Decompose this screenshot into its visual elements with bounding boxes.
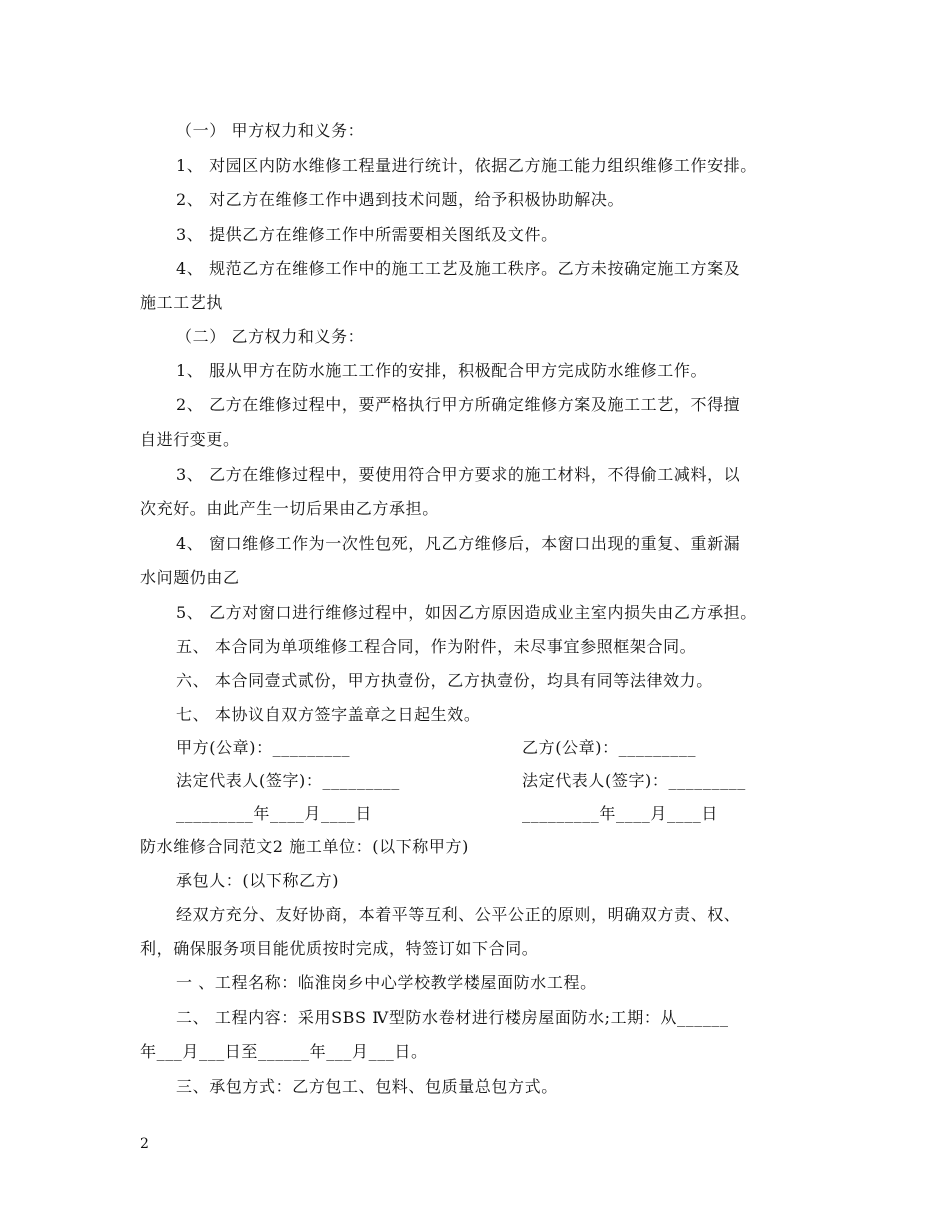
clause-line: 一 、工程名称：临淮岗乡中心学校教学楼屋面防水工程。 (176, 973, 597, 992)
clause-line-continued: 利，确保服务项目能优质按时完成，特签订如下合同。 (140, 939, 539, 958)
clause-line: 4、 窗口维修工作为一次性包死，凡乙方维修后，本窗口出现的重复、重新漏 (176, 534, 741, 553)
clause-line: 1、 对园区内防水维修工程量进行统计，依据乙方施工能力组织维修工作安排。 (176, 156, 757, 175)
signature-row (0, 797, 950, 831)
clause-line: 4、 规范乙方在维修工作中的施工工艺及施工秩序。乙方未按确定施工方案及 (176, 259, 741, 278)
clause-line: 六、 本合同壹式贰份，甲方执壹份，乙方执壹份，均具有同等法律效力。 (176, 671, 713, 690)
party-b-date: _________年____月____日 (522, 804, 718, 823)
clause-line-continued: 次充好。由此产生一切后果由乙方承担。 (140, 499, 439, 518)
clause-line: 3、 乙方在维修过程中，要使用符合甲方要求的施工材料，不得偷工减料，以 (176, 465, 741, 484)
page-number: 2 (140, 1136, 149, 1152)
section-heading: （二） 乙方权力和义务： (176, 327, 365, 346)
section-heading: （一） 甲方权力和义务： (176, 121, 365, 140)
clause-line: 承包人：(以下称乙方) (176, 871, 340, 890)
clause-line: 3、 提供乙方在维修工作中所需要相关图纸及文件。 (176, 225, 558, 244)
clause-line: 三、承包方式：乙方包工、包料、包质量总包方式。 (176, 1077, 558, 1096)
clause-line: 2、 乙方在维修过程中，要严格执行甲方所确定维修方案及施工工艺，不得擅 (176, 395, 741, 414)
party-b-representative: 法定代表人(签字)：_________ (522, 771, 746, 790)
party-a-seal: 甲方(公章)：_________ (176, 738, 351, 757)
clause-line: 5、 乙方对窗口进行维修过程中，如因乙方原因造成业主室内损失由乙方承担。 (176, 603, 757, 622)
clause-line-continued: 施工工艺执 (140, 293, 224, 312)
party-b-seal: 乙方(公章)：_________ (522, 738, 697, 757)
signature-row (0, 731, 950, 765)
clause-line-continued: 水问题仍由乙 (140, 568, 240, 587)
party-a-date: _________年____月____日 (176, 804, 372, 823)
clause-line-continued: 年___月___日至______年___月___日。 (140, 1042, 428, 1061)
clause-line: 二、 工程内容：采用SBS Ⅳ型防水卷材进行楼房屋面防水;工期：从______ (176, 1008, 729, 1027)
clause-line: 五、 本合同为单项维修工程合同，作为附件，未尽事宜参照框架合同。 (176, 637, 697, 656)
clause-line: 2、 对乙方在维修工作中遇到技术问题，给予积极协助解决。 (176, 190, 625, 209)
clause-line: 1、 服从甲方在防水施工工作的安排，积极配合甲方完成防水维修工作。 (176, 361, 708, 380)
clause-line-continued: 自进行变更。 (140, 430, 240, 449)
party-a-representative: 法定代表人(签字)：_________ (176, 771, 400, 790)
document-title-line: 防水维修合同范文2 施工单位：(以下称甲方) (140, 837, 469, 856)
signature-row (0, 764, 950, 798)
clause-line: 七、 本协议自双方签字盖章之日起生效。 (176, 705, 481, 724)
clause-line: 经双方充分、友好协商，本着平等互利、公平公正的原则，明确双方责、权、 (176, 905, 741, 924)
